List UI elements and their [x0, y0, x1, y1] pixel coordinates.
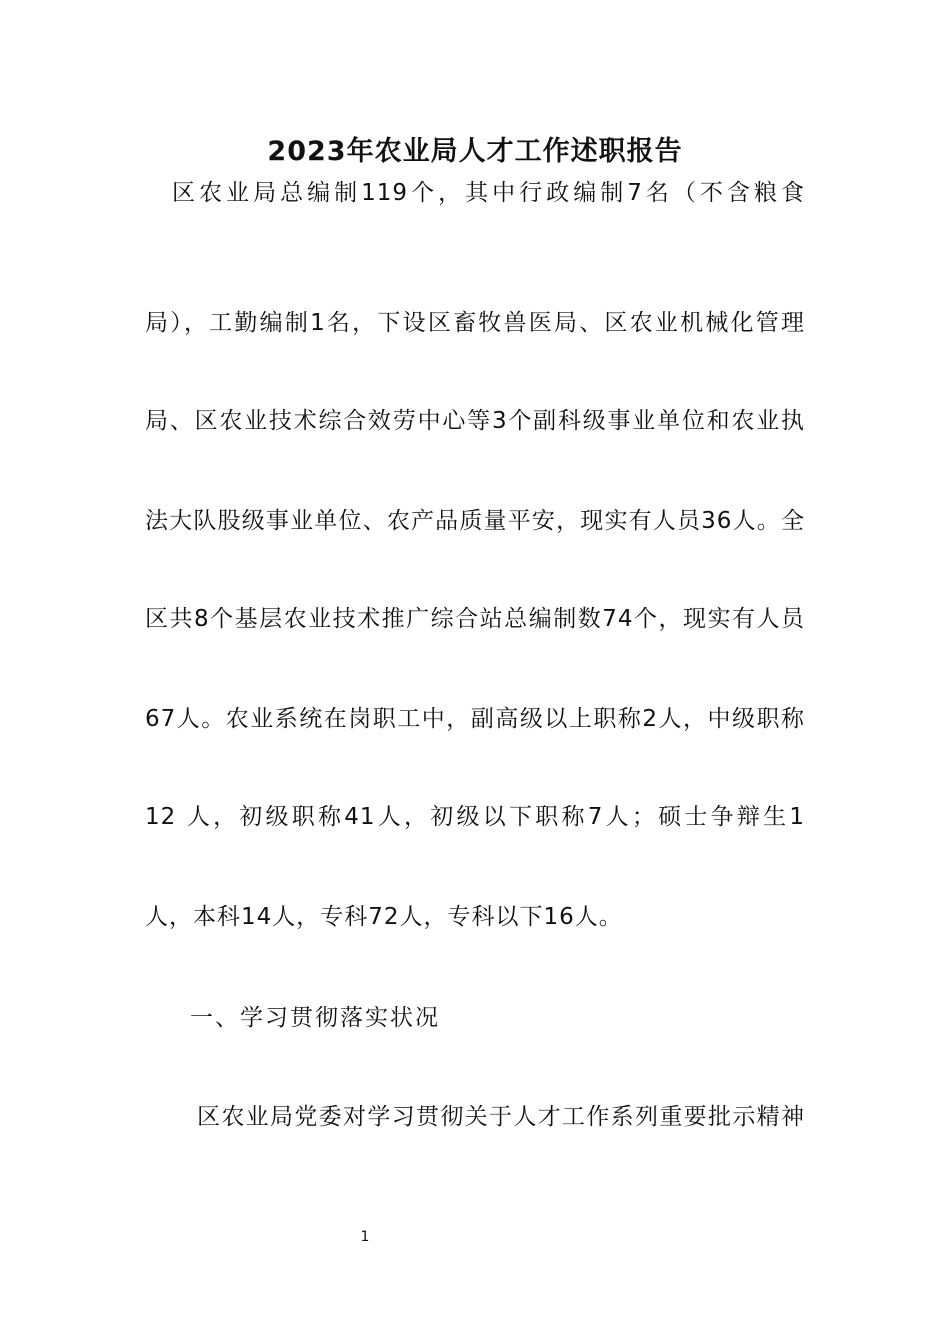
page-number: 1 — [360, 1229, 370, 1245]
paragraph-line: 区农业局党委对学习贯彻关于人才工作系列重要批示精神 — [197, 1104, 805, 1130]
paragraph-line: 区共8个基层农业技术推广综合站总编制数74个，现实有人员 — [145, 606, 805, 632]
paragraph-line: 法大队股级事业单位、农产品质量平安，现实有人员36人。全 — [145, 508, 805, 534]
paragraph-line: 67人。农业系统在岗职工中，副高级以上职称2人，中级职称 — [145, 706, 805, 732]
paragraph-line: 区农业局总编制119个，其中行政编制7名（不含粮食 — [145, 180, 805, 206]
document-title: 2023年农业局人才工作述职报告 — [267, 136, 683, 167]
paragraph-line: 局、区农业技术综合效劳中心等3个副科级事业单位和农业执 — [145, 408, 805, 434]
paragraph-line: 12 人，初级职称41人，初级以下职称7人；硕士争辩生1 — [145, 804, 805, 830]
paragraph-line: 人，本科14人，专科72人，专科以下16人。 — [145, 904, 623, 930]
section-heading: 一、学习贯彻落实状况 — [190, 1005, 440, 1031]
paragraph-line: 局），工勤编制1名，下设区畜牧兽医局、区农业机械化管理 — [145, 310, 805, 336]
